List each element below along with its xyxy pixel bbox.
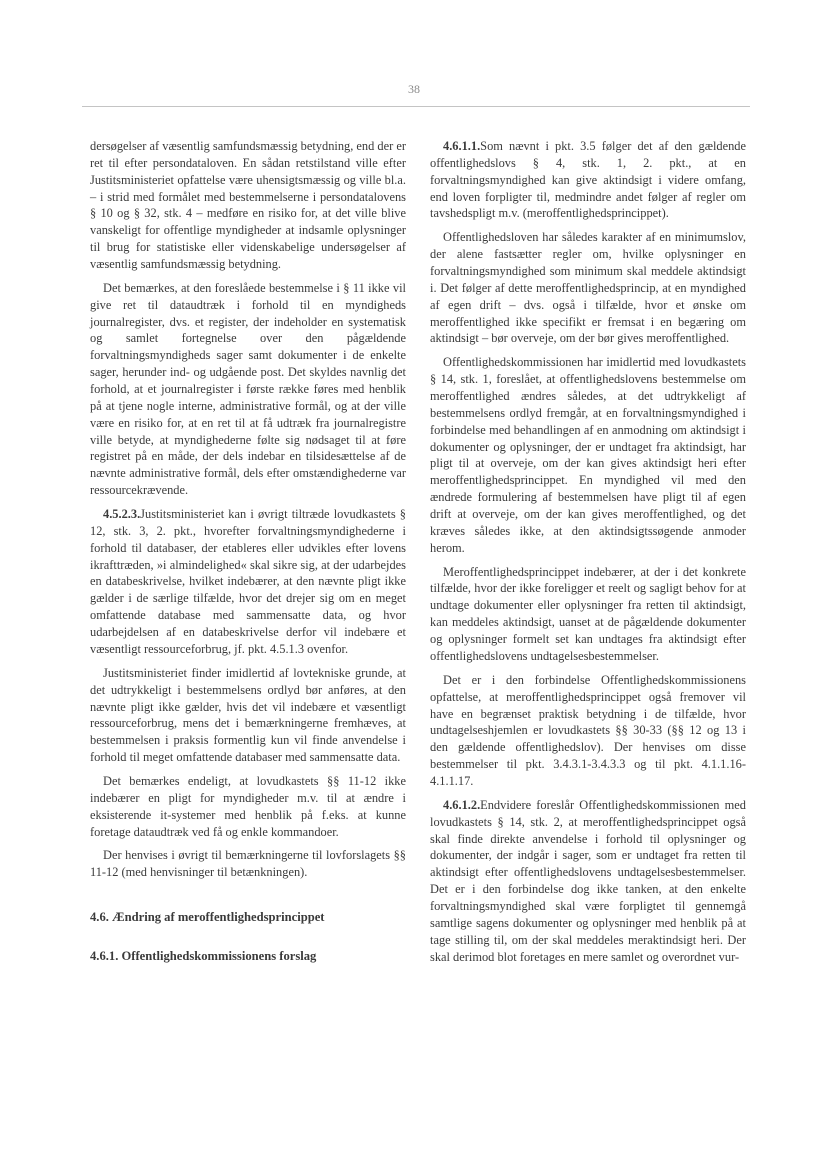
paragraph: Justitsministeriet finder imidlertid af lovtekniske grunde, at det udtrykkeligt i bestemmelsens ordlyd bør anføres, at den nævnte pligt ikke gælder, hvis det vil indebære et væsentligt ressourceforbrug, mens det i bemærkningerne fremhæves, at bestemmelsen i praksis formentlig kun vil finde anvendelse i forhold til meget omfattende databaser med sammensatte data. [90,665,406,765]
paragraph: Offentlighedsloven har således karakter af en minimumslov, der alene fastsætter regler om, hvilke oplysninger en forvaltningsmyndighed som minimum skal meddele aktindsigt i. Det følger af dette meroffentlighedsprincip, at en myndighed af egen drift – dvs. også i tilfælde, hvor et ønske om meroffentlighed ikke specifikt er fremsat i en begæring om aktindsigt – bør overveje, om der bør gives meroffentlighed. [430,230,746,346]
section-number: 4.5.2.3. [103,507,141,522]
right-column [430,138,746,972]
paragraph-text: Endvidere foreslår Offentlighedskommissionen med lovudkastets § 14, stk. 2, at meroffentlighedsprincippet også skal finde direkte anvendelse i forhold til oplysninger og dokumenter, der indgår i sager, som er undtaget fra retten til aktindsigt efter offentlighedslovens undtagelsesbestemmelser. Det er i den forbindelse dog ikke tanken, at den enkelte forvaltningsmyndighed skal være forpligtet til gennemgå samtlige sagens dokumenter og oplysninger med henblik på at tage stilling til, om der skal meddeles meraktindsigt heri. Der skal derimod blot foretages en mere samlet og overordnet vur- [430,797,746,964]
left-column [90,138,406,972]
header-rule [82,106,750,107]
paragraph: dersøgelser af væsentlig samfundsmæssig betydning, end der er ret til efter persondataloven. En sådan retstilstand ville efter Justitsministeriet opfattelse være uhensigtsmæssig og ville bl.a. – i strid med formålet med bestemmelserne i persondatalovens § 10 og § 32, stk. 4 – medføre en risiko for, at det ville blive vanskeligt for offentlige myndigheder at indsamle oplysninger til brug for statistiske eller videnskabelige undersøgelser af væsentlig samfundsmæssig betydning. [90,139,406,272]
paragraph [430,797,746,966]
paragraph [430,138,746,222]
paragraph: Det er i den forbindelse Offentlighedskommissionens opfattelse, at meroffentlighedsprincippet også fremover vil have en begrænset praktisk betydning i de tilfælde, hvor undtagelseshjemlen er lovudkastets §§ 30-33 (§§ 12 og 13 i den gældende offentlighedslov). Der henvises om disse bestemmelser til pkt. 3.4.3.1-3.4.3.3 og til pkt. 4.1.1.16-4.1.1.17. [430,672,746,788]
paragraph: Det bemærkes, at den foreslåede bestemmelse i § 11 ikke vil give ret til dataudtræk i forhold til en myndigheds journalregister, dvs. et register, der indeholder en systematisk og samlet fortegnelse over den pågældende forvaltningsmyndigheds sager samt dokumenter i de enkelte sager, herunder ind- og udgående post. Det skyldes navnlig det forhold, at et journalregister i første række føres med henblik på at tjene nogle interne, administrative formål, og at der ville være en risiko for, at en ret til at få udtræk fra journalregistre ville betyde, at myndighederne følte sig nødsaget til at føre registret på en måde, der dels indebar en tilsidesættelse af de nævnte administrative formål, dels efter omstændighederne var ressourcekrævende. [90,280,406,498]
paragraph: Offentlighedskommissionen har imidlertid med lovudkastets § 14, stk. 1, foreslået, at offentlighedslovens bestemmelse om meroffentlighed ændres således, at det udtrykkeligt af bestemmelsens ordlyd fremgår, at en forvaltningsmyndighed i forbindelse med behandlingen af en anmodning om aktindsigt i dokumenter og oplysninger, der er undtaget fra aktindsigt, har pligt til at overveje, om der kan gives aktindsigt heri efter meroffentlighedsprincippet. En myndighed vil med den ændrede formulering af bestemmelsen have pligt til af egen drift at overveje, om der kan gives meroffentlighed, og det kræves således ikke, at den aktindsigtssøgende anmoder herom. [430,355,746,555]
paragraph: Der henvises i øvrigt til bemærkningerne til lovforslagets §§ 11-12 (med henvisninger til betænkningen). [90,848,406,880]
subsection-heading: 4.6.1. Offentlighedskommissionens forslag [90,949,317,964]
paragraph: Det bemærkes endeligt, at lovudkastets §§ 11-12 ikke indebærer en pligt for myndigheder m.v. til at ændre i eksisterende it-systemer med henblik på f.eks. at kunne foretage dataudtræk ved få og enkle kommandoer. [90,773,406,839]
section-number: 4.6.1.2. [443,797,481,812]
paragraph-text: Som nævnt i pkt. 3.5 følger det af den gældende offentlighedslovs § 4, stk. 1, 2. pkt., at en forvaltningsmyndighed kan give aktindsigt i videre omfang, end loven forpligter til, medmindre andet følger af regler om tavshedspligt m.v. (meroffentlighedsprincippet). [430,139,746,221]
section-heading: 4.6. Ændring af meroffentlighedsprincippet [90,910,325,925]
section-number: 4.6.1.1. [443,139,481,153]
page-number: 38 [408,82,420,96]
paragraph-text: Justitsministeriet kan i øvrigt tiltræde lovudkastets § 12, stk. 3, 2. pkt., hvorefter forvaltningsmyndighederne i forhold til databaser, der etableres eller udvikles efter lovens ikrafttræden, »i almindelighed« skal sikre sig, at der udarbejdes en databeskrivelse, hvilket indebærer, at den nævnte pligt ikke gælder i de særlige tilfælde, hvor det drejer sig om en meget omfattende database med sammensatte data, og hvor udarbejdelsen af en databeskrivelse derfor vil indebære et væsentligt ressourceforbrug, jf. pkt. 4.5.1.3 ovenfor. [90,507,406,656]
paragraph [90,506,406,658]
paragraph: Meroffentlighedsprincippet indebærer, at der i det konkrete tilfælde, hvor der ikke foreligger et reelt og sagligt behov for at undtage dokumenter eller oplysninger fra retten til aktindsigt, kan meddeles aktindsigt, uanset at de pågældende dokumenter og oplysninger formelt set kan undtages fra aktindsigt efter offentlighedslovens undtagelsesbestemmelser. [430,564,746,663]
